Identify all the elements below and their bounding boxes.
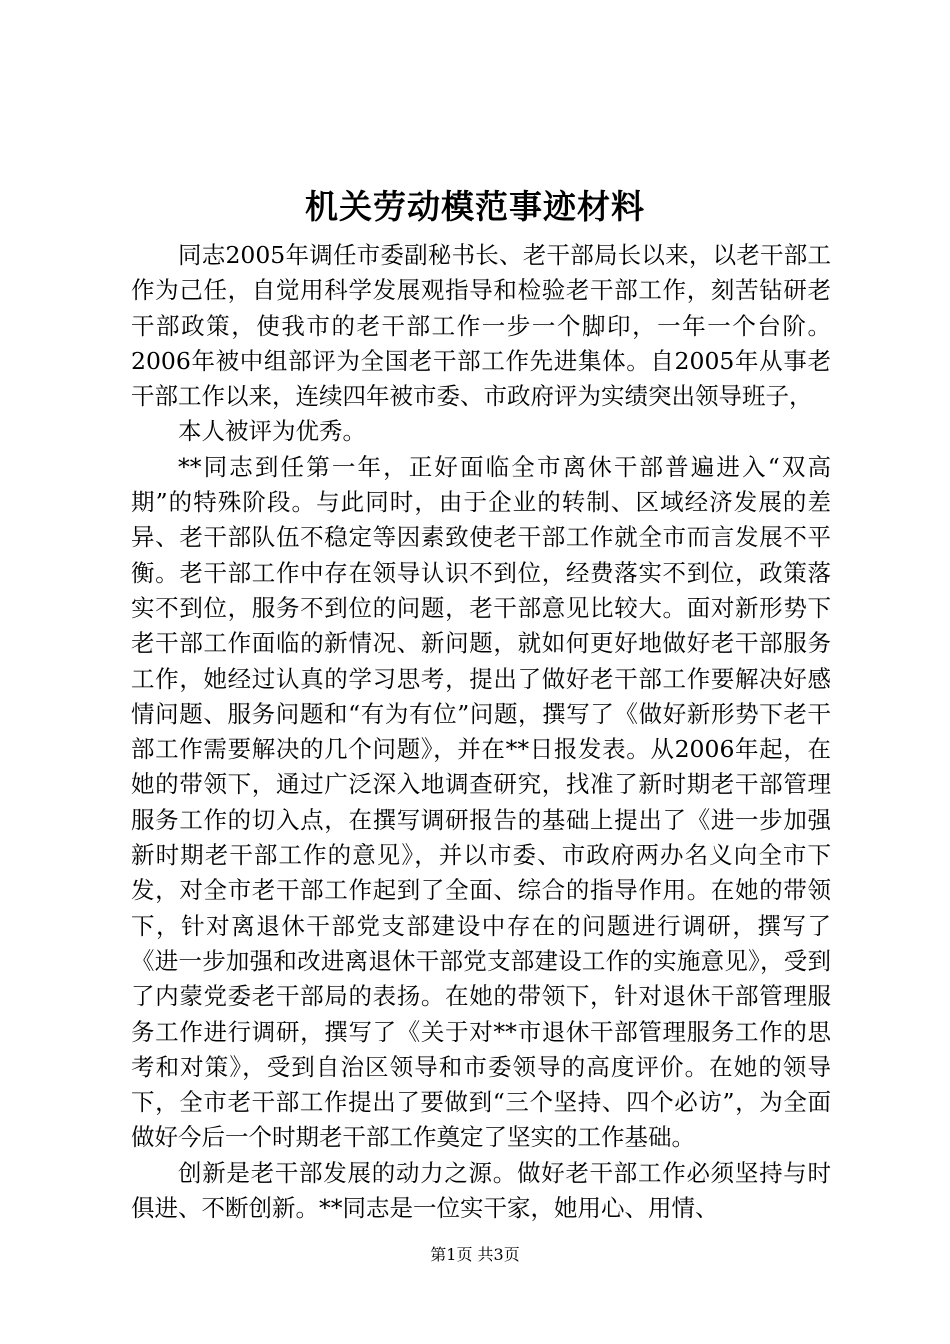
paragraph: 本人被评为优秀。 — [178, 417, 366, 446]
document-title: 机关劳动模范事迹材料 — [305, 187, 645, 226]
paragraph: **同志到任第一年，正好面临全市离休干部普遍进入“双高期”的特殊阶段。与此同时，由于企业的转制、区域经济发展的差异、老干部队伍不稳定等因素致使老干部工作就全市而言发展不平衡。老干部工作中存在领导认识不到位，经费落实不到位，政策落实不到位，服务不到位的问题，老干部意见比较大。面对新形势下老干部工作面临的新情况、新问题，就如何更好地做好老干部服务工作，她经过认真的学习思考，提出了做好老干部工作要解决好感情问题、服务问题和“有为有位”问题，撰写了《做好新形势下老干部工作需要解决的几个问题》，并在**日报发表。从2006年起，在她的带领下，通过广泛深入地调查研究，找准了新时期老干部管理服务工作的切入点，在撰写调研报告的基础上提出了《进一步加强新时期老干部工作的意见》，并以市委、市政府两办名义向全市下发，对全市老干部工作起到了全面、综合的指导作用。在她的带领下，针对离退休干部党支部建设中存在的问题进行调研，撰写了《进一步加强和改进离退休干部党支部建设工作的实施意见》，受到了内蒙党委老干部局的表扬。在她的带领下，针对退休干部管理服务工作进行调研，撰写了《关于对**市退休干部管理服务工作的思考和对策》，受到自治区领导和市委领导的高度评价。在她的领导下，全市老干部工作提出了要做到“三个坚持、四个必访”，为全面做好今后一个时期老干部工作奠定了坚实的工作基础。 — [131, 452, 831, 1152]
paragraph: 同志2005年调任市委副秘书长、老干部局长以来，以老干部工作为己任，自觉用科学发展观指导和检验老干部工作，刻苦钻研老干部政策，使我市的老干部工作一步一个脚印，一年一个台阶。2006年被中组部评为全国老干部工作先进集体。自2005年从事老干部工作以来，连续四年被市委、市政府评为实绩突出领导班子， — [131, 241, 831, 411]
document-body — [131, 238, 831, 1226]
page-number-footer: 第1页 共3页 — [430, 1245, 520, 1264]
paragraph: 创新是老干部发展的动力之源。做好老干部工作必须坚持与时俱进、不断创新。**同志是一位实干家，她用心、用情、 — [131, 1158, 831, 1223]
